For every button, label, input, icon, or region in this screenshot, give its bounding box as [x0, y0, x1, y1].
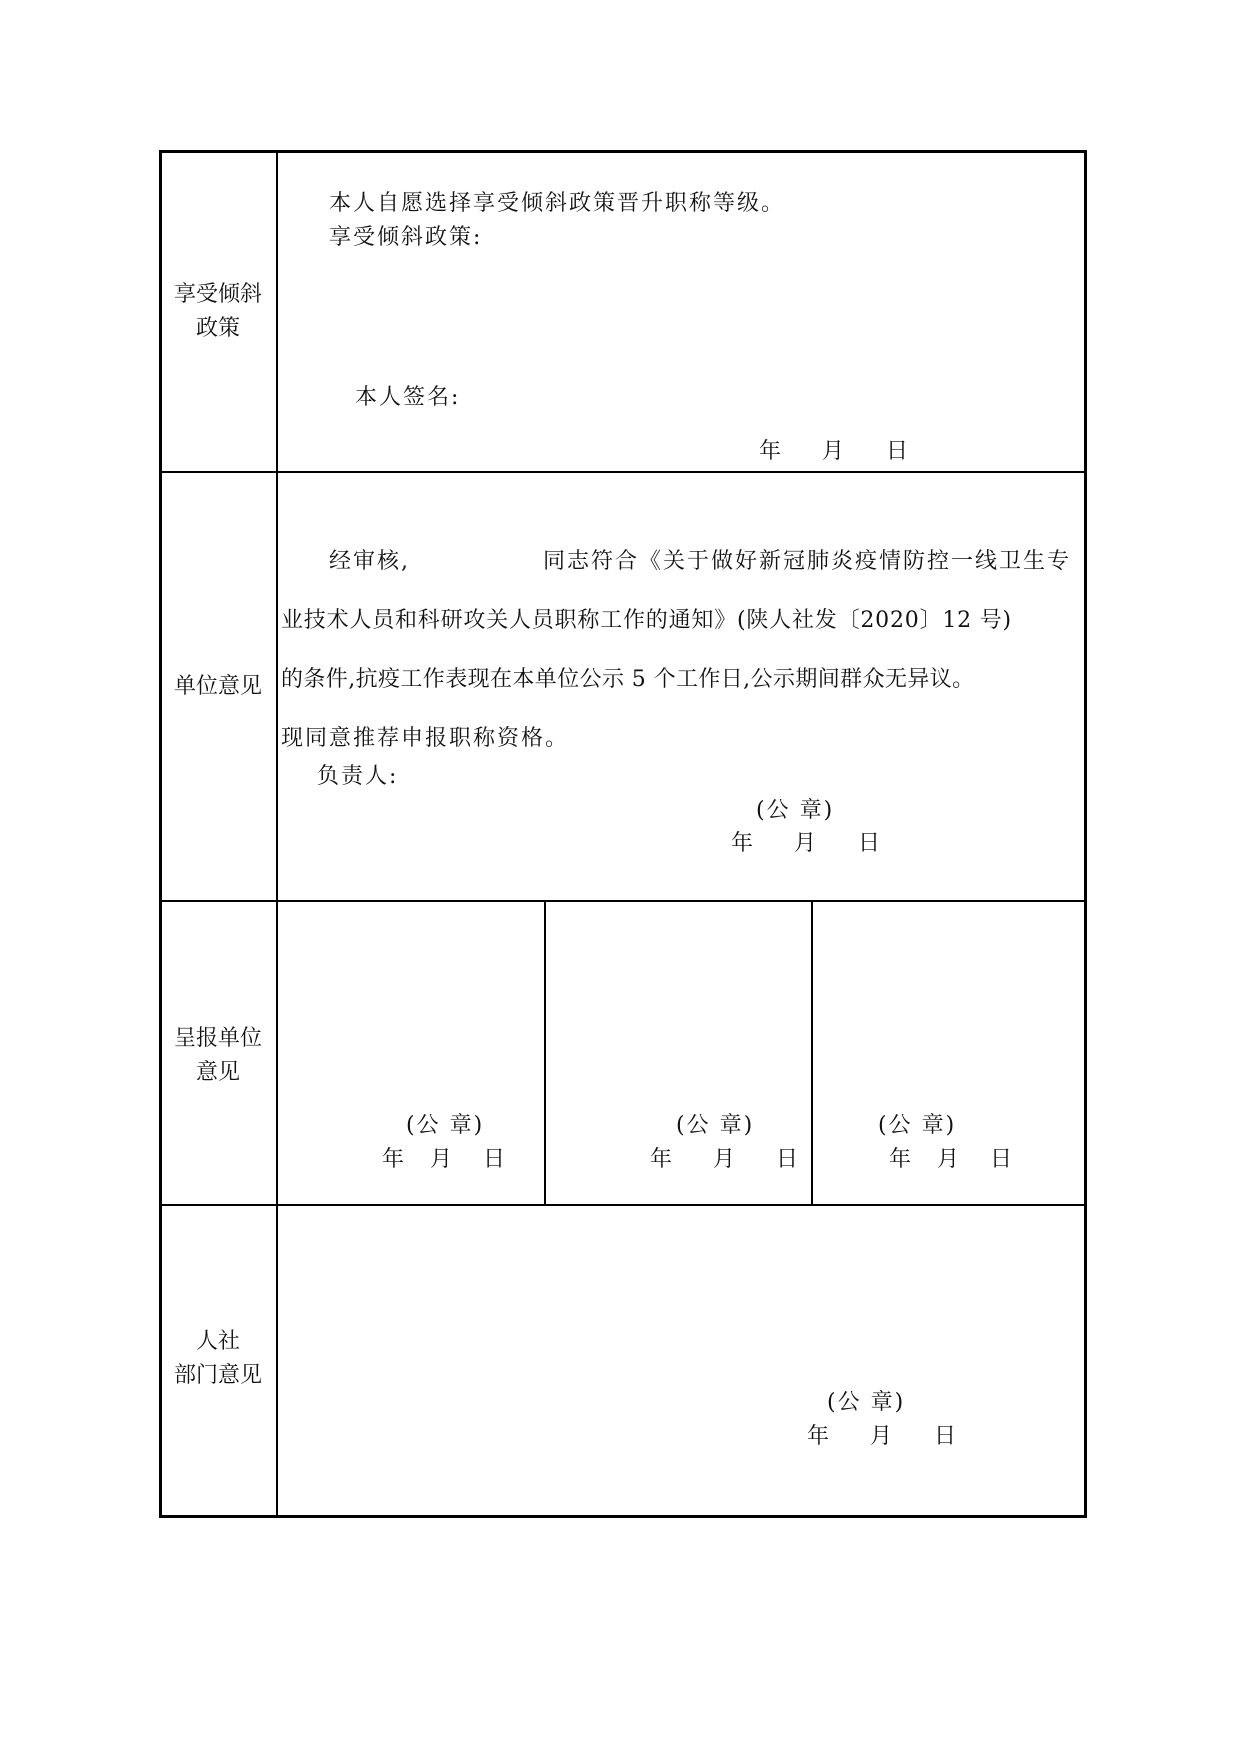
- hr-date: [807, 1423, 1007, 1451]
- date-month: 月: [822, 439, 845, 464]
- signature-field-label: 本人签名:: [355, 385, 461, 410]
- unit-opinion-line1a: 经审核,: [329, 549, 410, 574]
- hr-section-label: [159, 1325, 277, 1393]
- submitting-date: [382, 1146, 542, 1174]
- label-line: 部门意见: [173, 1363, 262, 1388]
- date-year: 年: [650, 1147, 673, 1172]
- label-line: 政策: [195, 316, 240, 341]
- unit-opinion-line3: 的条件,抗疫工作表现在本单位公示 5 个工作日,公示期间群众无异议。: [281, 667, 975, 692]
- label-line: 享受倾斜: [173, 282, 262, 307]
- official-seal-label: (公 章): [756, 798, 835, 823]
- policy-date: [759, 438, 979, 466]
- date-month: 月: [870, 1424, 893, 1449]
- date-year: 年: [382, 1147, 405, 1172]
- table-border-left: [159, 150, 162, 1518]
- date-year: 年: [731, 831, 754, 856]
- official-seal-label: (公 章): [878, 1113, 957, 1138]
- date-year: 年: [807, 1424, 830, 1449]
- official-seal-label: (公 章): [406, 1113, 485, 1138]
- table-border-bottom: [159, 1515, 1087, 1518]
- date-day: 日: [483, 1147, 506, 1172]
- form-table: [159, 150, 1087, 1518]
- policy-statement: 本人自愿选择享受倾斜政策晋升职称等级。: [329, 191, 786, 216]
- date-year: 年: [889, 1147, 912, 1172]
- label-line: 意见: [195, 1060, 240, 1085]
- unit-opinion-line2: 业技术人员和科研攻关人员职称工作的通知》(陕人社发〔2020〕12 号): [281, 608, 1012, 633]
- date-day: 日: [934, 1424, 957, 1449]
- row-divider: [159, 1204, 1087, 1206]
- label-column-divider: [276, 150, 278, 1518]
- policy-field-label: 享受倾斜政策:: [329, 225, 483, 250]
- unit-section-label: [159, 670, 277, 704]
- table-border-right: [1084, 150, 1087, 1518]
- date-month: 月: [794, 831, 817, 856]
- date-month: 月: [937, 1147, 960, 1172]
- label-line: 单位意见: [173, 674, 262, 699]
- official-seal-label: (公 章): [676, 1113, 755, 1138]
- responsible-person-label: 负责人:: [317, 764, 399, 789]
- date-month: 月: [713, 1147, 736, 1172]
- policy-section-label: [159, 278, 277, 346]
- row-divider: [159, 900, 1087, 902]
- date-month: 月: [430, 1147, 453, 1172]
- submitting-date: [650, 1146, 810, 1174]
- date-day: 日: [858, 831, 881, 856]
- date-day: 日: [990, 1147, 1013, 1172]
- table-border-top: [159, 150, 1087, 153]
- unit-opinion-line1b: 同志符合《关于做好新冠肺炎疫情防控一线卫生专: [543, 549, 1072, 574]
- submitting-section-label: [159, 1022, 277, 1090]
- submitting-date: [889, 1146, 1039, 1174]
- date-year: 年: [759, 439, 782, 464]
- column-divider: [544, 900, 546, 1205]
- date-day: 日: [886, 439, 909, 464]
- unit-date: [731, 830, 951, 858]
- column-divider: [811, 900, 813, 1205]
- label-line: 呈报单位: [173, 1026, 262, 1051]
- date-day: 日: [776, 1147, 799, 1172]
- unit-opinion-line4: 现同意推荐申报职称资格。: [281, 726, 570, 751]
- label-line: 人社: [195, 1329, 240, 1354]
- row-divider: [159, 471, 1087, 473]
- official-seal-label: (公 章): [827, 1390, 906, 1415]
